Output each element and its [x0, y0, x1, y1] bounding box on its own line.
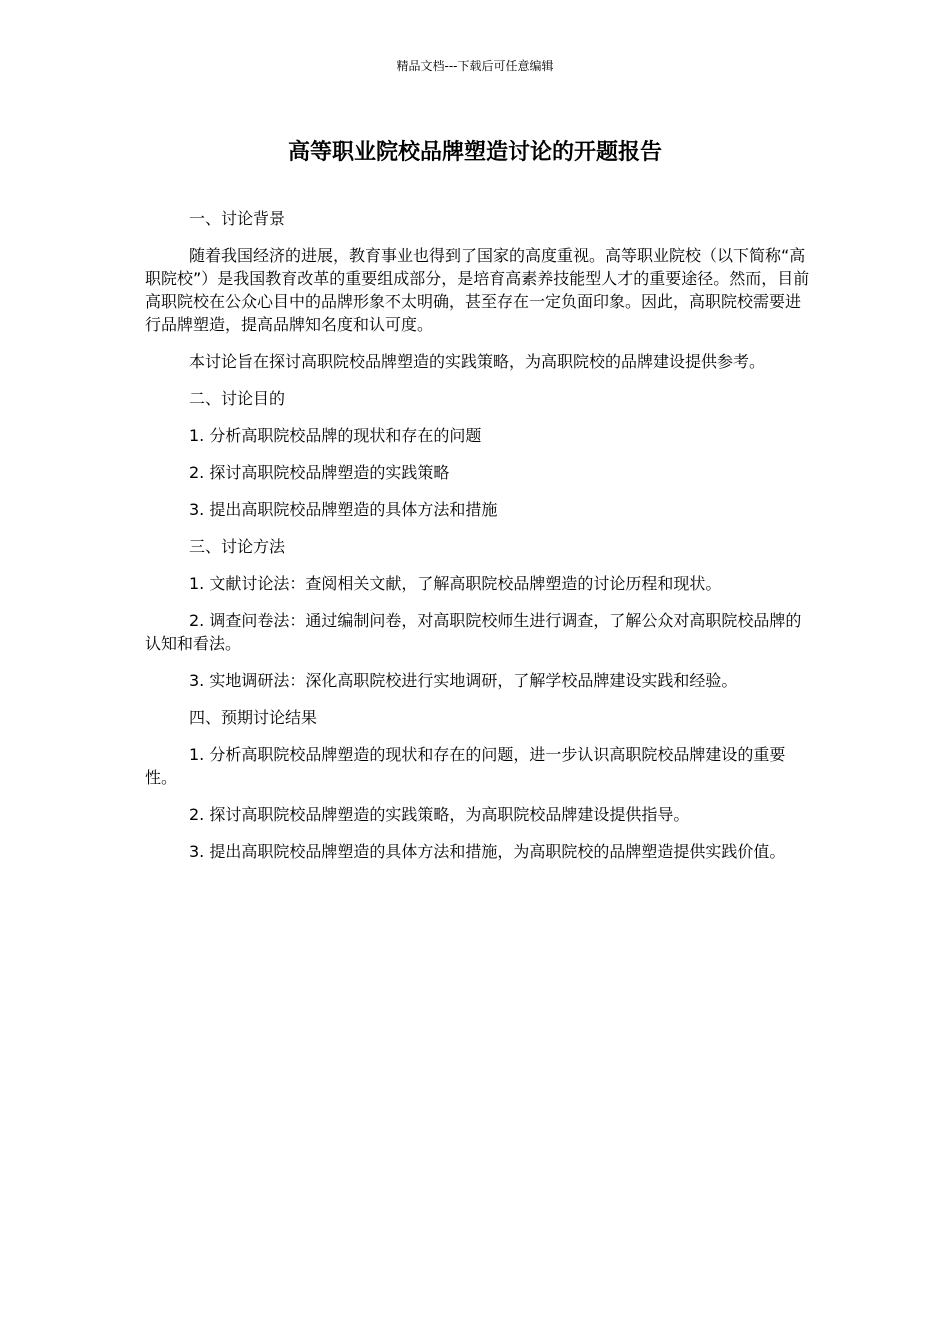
method-item-1: 1. 文献讨论法：查阅相关文献，了解高职院校品牌塑造的讨论历程和现状。: [189, 574, 722, 593]
page-header: 精品文档---下载后可任意编辑: [396, 59, 554, 73]
section-heading-expected-results: 四、预期讨论结果: [189, 708, 318, 727]
objective-item-2: 2. 探讨高职院校品牌塑造的实践策略: [189, 463, 450, 482]
paragraph-purpose-summary: 本讨论旨在探讨高职院校品牌塑造的实践策略，为高职院校的品牌建设提供参考。: [189, 352, 766, 371]
objective-item-1: 1. 分析高职院校品牌的现状和存在的问题: [189, 426, 482, 445]
method-item-2: 2. 调查问卷法：通过编制问卷，对高职院校师生进行调查，了解公众对高职院校品牌的认知和看法。: [145, 611, 802, 653]
section-heading-background: 一、讨论背景: [189, 209, 286, 228]
document-title: 高等职业院校品牌塑造讨论的开题报告: [287, 140, 662, 165]
section-heading-methods: 三、讨论方法: [189, 537, 286, 556]
section-heading-objectives: 二、讨论目的: [189, 389, 286, 408]
result-item-3: 3. 提出高职院校品牌塑造的具体方法和措施，为高职院校的品牌塑造提供实践价值。: [189, 842, 786, 861]
document-body: [145, 207, 810, 877]
result-item-2: 2. 探讨高职院校品牌塑造的实践策略，为高职院校品牌建设提供指导。: [189, 805, 690, 824]
objective-item-3: 3. 提出高职院校品牌塑造的具体方法和措施: [189, 500, 498, 519]
method-item-3: 3. 实地调研法：深化高职院校进行实地调研，了解学校品牌建设实践和经验。: [189, 671, 738, 690]
result-item-1: 1. 分析高职院校品牌塑造的现状和存在的问题，进一步认识高职院校品牌建设的重要性。: [145, 745, 786, 787]
paragraph-background: 随着我国经济的进展，教育事业也得到了国家的高度重视。高等职业院校（以下简称“高职院校”）是我国教育改革的重要组成部分，是培育高素养技能型人才的重要途径。然而，目前高职院校在公众心目中的品牌形象不太明确，甚至存在一定负面印象。因此，高职院校需要进行品牌塑造，提高品牌知名度和认可度。: [145, 246, 810, 334]
